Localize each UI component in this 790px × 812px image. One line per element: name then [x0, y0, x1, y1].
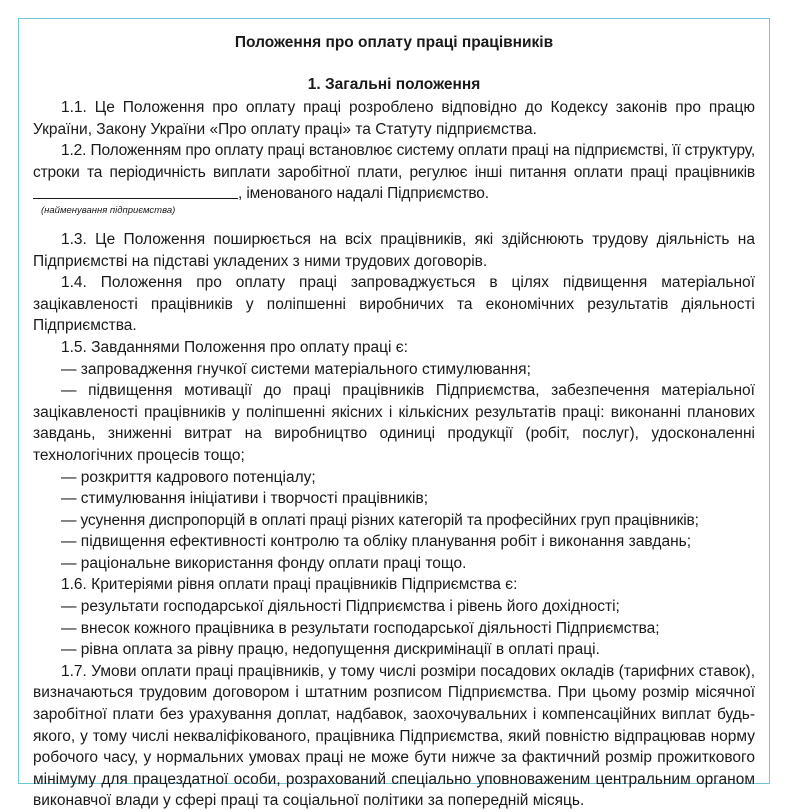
list-item: — стимулювання ініціативи і творчості працівників; — [61, 490, 429, 508]
list-item: — розкриття кадрового потенціалу; — [61, 468, 316, 486]
document-title: Положення про оплату праці працівників — [234, 34, 554, 51]
document-frame — [18, 18, 770, 810]
paragraph-1-5: 1.5. Завданнями Положення про оплату праці є: — [61, 338, 408, 356]
paragraph-1-2 — [33, 140, 755, 205]
list-item: — усунення диспропорцій в оплаті праці різних категорій та професійних груп працівників; — [61, 511, 699, 529]
section-heading: 1. Загальні положення — [307, 76, 481, 93]
company-name-hint: (найменування підприємства) — [41, 204, 176, 216]
paragraph-1-1: 1.1. Це Положення про оплату праці розроблено відповідно до Кодексу законів про працю України, Закону України «Про оплату праці» та Статуту підприємства. — [33, 99, 755, 138]
list-item: — раціональне використання фонду оплати праці тощо. — [61, 554, 467, 572]
list-item: — результати господарської діяльності Підприємства і рівень його дохідності; — [61, 598, 620, 616]
company-name-blank — [33, 184, 238, 199]
paragraph-1-2-tail: , іменованого надалі Підприємство. — [238, 185, 489, 203]
paragraph-1-3: 1.3. Це Положення поширюється на всіх працівників, які здійснюють трудову діяльність на Підприємстві на підставі укладених з ними трудових договорів. — [33, 230, 755, 270]
list-item: — підвищення ефективності контролю та обліку планування робіт і виконання завдань; — [61, 533, 692, 551]
list-item: — підвищення мотивації до праці працівників Підприємства, забезпечення матеріальної зацікавленості працівників у поліпшенні якісних і кількісних результатів праці: виконанні планових завдань, зниженні витрат на виробництво одиниці продукції (робіт, послуг), удосконаленні технологічних процесів тощо; — [33, 382, 755, 464]
paragraph-1-7: 1.7. Умови оплати праці працівників, у тому числі розміри посадових окладів (тарифних ставок), визначаються трудовим договором і штатним розписом Підприємства. При цьому розмір місячної заробітної плати без урахування доплат, надбавок, заохочувальних і компенсаційних виплат будь-якого, у тому числі некваліфікованого, працівника Підприємства, який повністю відпрацював норму робочого часу, у нормальних умовах праці не може бути нижче за фактичний розмір прожиткового мінімуму для працездатної особи, розрахований спеціально уповноваженим центральним органом виконавчої влади у сфері праці та соціальної політики за попередній місяць. — [33, 662, 755, 810]
list-item: — внесок кожного працівника в результати господарської діяльності Підприємства; — [61, 619, 660, 637]
paragraph-1-4: 1.4. Положення про оплату праці запроваджується в цілях підвищення матеріальної зацікавленості працівників у поліпшенні виробничих та економічних результатів діяльності Підприємства. — [33, 274, 755, 335]
paragraph-1-2-text: 1.2. Положенням про оплату праці встановлює систему оплати праці на підприємстві, її структуру, строки та періодичність виплати заробітної плати, регулює інші питання оплати праці працівників — [33, 142, 755, 181]
paragraph-1-6: 1.6. Критеріями рівня оплати праці працівників Підприємства є: — [61, 576, 518, 594]
list-item: — рівна оплата за рівну працю, недопущення дискримінації в оплаті праці. — [61, 641, 600, 659]
list-item: — запровадження гнучкої системи матеріального стимулювання; — [61, 360, 531, 378]
